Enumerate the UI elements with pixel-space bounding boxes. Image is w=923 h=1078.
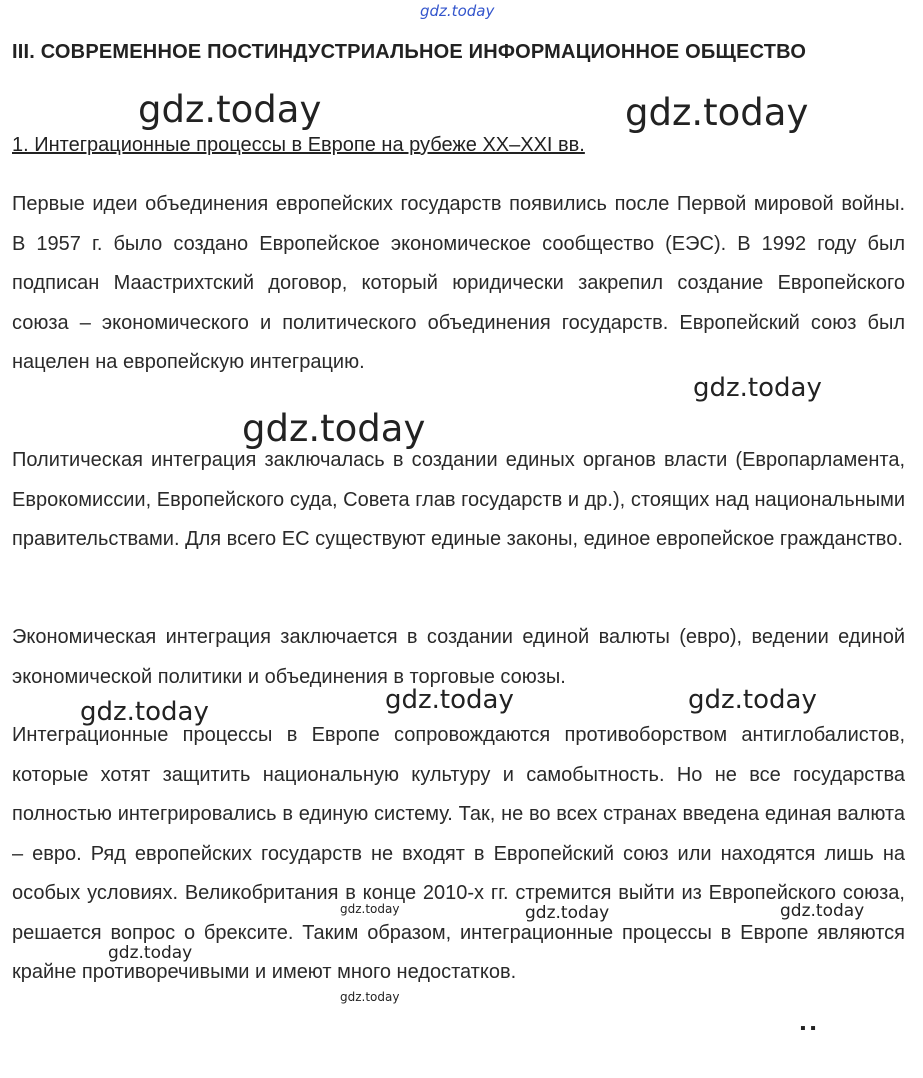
paragraph-2: Политическая интеграция заключалась в создании единых органов власти (Европарламента, Еврокомиссии, Европейского суда, Совета глав государств и др.), стоящих над национальными правительствами. Для всего ЕС существуют единые законы, единое европейское гражданство.: [12, 449, 905, 550]
watermark: gdz.today: [693, 373, 822, 403]
watermark: gdz.today: [340, 990, 400, 1004]
paragraph-1: Первые идеи объединения европейских государств появились после Первой мировой войны. В 1957 г. было создано Европейское экономическое сообщество (ЕЭС). В 1992 году был подписан Маастрихтский договор, который юридически закрепил создание Европейского союза – экономического и политического объединения государств. Европейский союз был нацелен на европейскую интеграцию.: [12, 193, 905, 373]
watermark: gdz.today: [688, 685, 817, 715]
decorative-dots: ▪ ▪: [800, 1020, 816, 1037]
subsection-heading: 1. Интеграционные процессы в Европе на рубеже XX–XXI вв.: [12, 134, 585, 156]
watermark: gdz.today: [780, 901, 865, 921]
paragraph-4: Интеграционные процессы в Европе сопровождаются противоборством антиглобалистов, которые хотят защитить национальную культуру и самобытность. Но не все государства полностью интегрировались в единую систему. Так, не во всех странах введена единая валюта – евро. Ряд европейских государств не входят в Европейский союз или находятся лишь на особых условиях. Великобритания в конце 2010-х гг. стремится выйти из Европейского союза, решается вопрос о брексите. Таким образом, интеграционные процессы в Европе являются крайне противоречивыми и имеют много недостатков.: [12, 724, 905, 983]
watermark: gdz.today: [420, 2, 495, 20]
watermark: gdz.today: [625, 91, 809, 134]
watermark: gdz.today: [340, 902, 400, 916]
watermark: gdz.today: [242, 407, 426, 450]
watermark: gdz.today: [525, 903, 610, 923]
watermark: gdz.today: [385, 685, 514, 715]
watermark: gdz.today: [108, 943, 193, 963]
section-heading: III. СОВРЕМЕННОЕ ПОСТИНДУСТРИАЛЬНОЕ ИНФОРМАЦИОННОЕ ОБЩЕСТВО: [12, 41, 807, 63]
watermark: gdz.today: [138, 88, 322, 131]
paragraph-3: Экономическая интеграция заключается в создании единой валюты (евро), ведении единой экономической политики и объединения в торговые союзы.: [12, 626, 905, 688]
watermark: gdz.today: [80, 697, 209, 727]
